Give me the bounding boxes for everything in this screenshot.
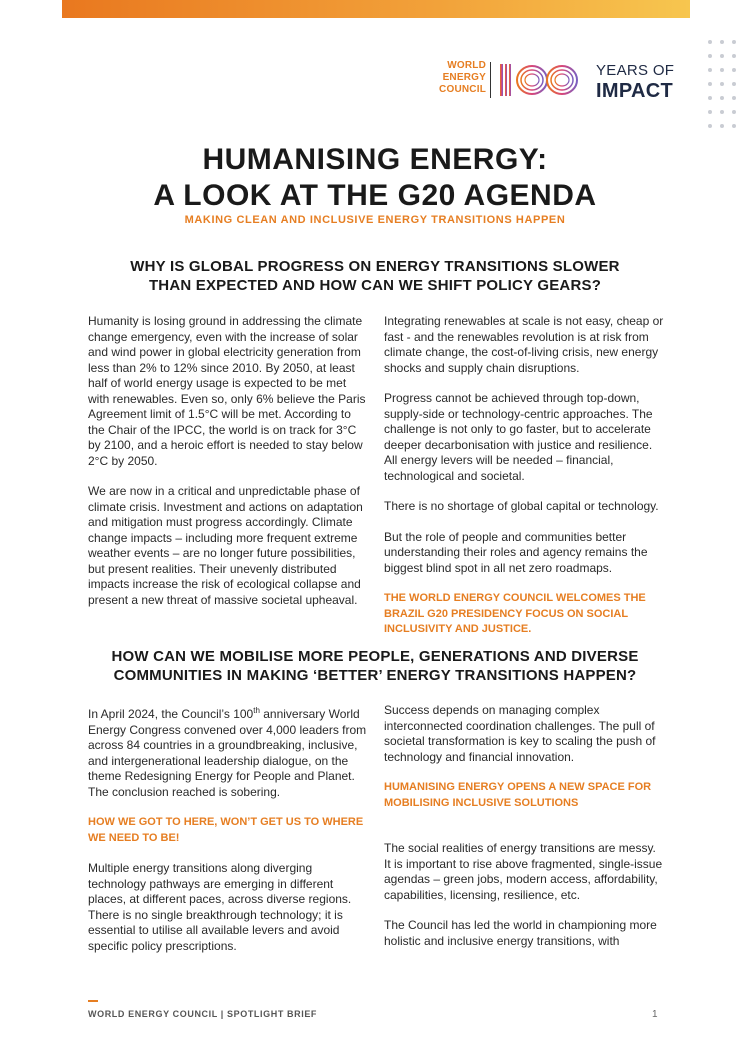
- decorative-dot-grid: [708, 40, 744, 128]
- section1-left-column: [88, 314, 370, 623]
- logo-separator: [490, 62, 491, 98]
- page-number: 1: [652, 1009, 658, 1020]
- page-title: HUMANISING ENERGY: A LOOK AT THE G20 AGENDA: [153, 143, 597, 212]
- highlight-callout: HOW WE GOT TO HERE, WON’T GET US TO WHERE WE NEED TO BE!: [88, 816, 364, 844]
- section2-right-column: [384, 703, 664, 964]
- paragraph: Multiple energy transitions along diverging technology pathways are emerging in different places, at different paces, across diverse regions. There is no single breakthrough technology; it is essential to utilise all available levers and avoid specific policy prescriptions.: [88, 861, 352, 953]
- section2-left-column: [88, 703, 370, 969]
- logo: [428, 60, 688, 104]
- centenary-100-logo-icon: [496, 60, 591, 100]
- paragraph: The social realities of energy transitions are messy. It is important to rise above fragmented, single-issue agendas – green jobs, modern access, affordability, capabilities, licensing, resilience, etc.: [384, 841, 663, 902]
- paragraph: There is no shortage of global capital or technology.: [384, 499, 659, 513]
- paragraph: The Council has led the world in championing more holistic and inclusive energy transitions, with: [384, 918, 657, 948]
- paragraph: Progress cannot be achieved through top-down, supply-side or technology-centric approaches. The challenge is not only to go faster, but to accelerate deeper decarbonisation with justice and resilience. All energy levers will be needed – financial, technological and societal.: [384, 391, 653, 483]
- highlight-callout: HUMANISING ENERGY OPENS A NEW SPACE FOR MOBILISING INCLUSIVE SOLUTIONS: [384, 781, 652, 809]
- paragraph: We are now in a critical and unpredictable phase of climate crisis. Investment and actions on adaptation and mitigation must progress accordingly. Climate change impacts – including more frequent extreme weather events – are no longer future possibilities, but present realities. Their unevenly distributed impacts increase the risk of ecological collapse and present a new threat of massive societal upheaval.: [88, 484, 363, 607]
- logo-years-of-impact: YEARS OF IMPACT: [596, 62, 675, 102]
- footer-accent-line: [88, 1000, 98, 1002]
- highlight-callout: THE WORLD ENERGY COUNCIL WELCOMES THE BRAZIL G20 PRESIDENCY FOCUS ON SOCIAL INCLUSIVITY AND JUSTICE.: [384, 592, 646, 635]
- footer: WORLD ENERGY COUNCIL | SPOTLIGHT BRIEF: [88, 1009, 318, 1019]
- paragraph: But the role of people and communities better understanding their roles and agency remains the biggest blind spot in all net zero roadmaps.: [384, 529, 648, 575]
- paragraph: Success depends on managing complex interconnected coordination challenges. The pull of societal transformation is key to scaling the push of technology and financial innovation.: [384, 703, 656, 764]
- paragraph: Humanity is losing ground in addressing the climate change emergency, even with the increase of solar and wind power in global electricity generation from less than 2% to 12% since 2010. By 2050, at least half of world energy usage is expected to be met with renewables. Even so, only 6% believe the Paris Agreement limit of 1.5°C will be met. According to the Chair of the IPCC, the world is on track for 3°C by 2100, and a heroic effort is needed to stay below 2°C by 2050.: [88, 314, 366, 468]
- logo-org-name: WORLD ENERGY COUNCIL: [439, 60, 486, 95]
- section2-heading: HOW CAN WE MOBILISE MORE PEOPLE, GENERATIONS AND DIVERSE COMMUNITIES IN MAKING ‘BETTER’ ENERGY TRANSITIONS HAPPEN?: [111, 648, 639, 684]
- section1-heading: WHY IS GLOBAL PROGRESS ON ENERGY TRANSITIONS SLOWER THAN EXPECTED AND HOW CAN WE SHIFT POLICY GEARS?: [130, 258, 620, 294]
- top-accent-bar: [62, 0, 690, 18]
- page-subtitle: MAKING CLEAN AND INCLUSIVE ENERGY TRANSITIONS HAPPEN: [184, 214, 566, 226]
- paragraph: In April 2024, the Council’s 100th anniversary World Energy Congress convened over 4,000 leaders from across 84 countries in a groundbreaking, inclusive, and intergenerational leadership dialogue, on the theme Redesigning Energy for People and Planet. The conclusion reached is sobering.: [88, 706, 367, 799]
- section1-right-column: [384, 314, 664, 653]
- paragraph: Integrating renewables at scale is not easy, cheap or fast - and the renewables revolution is at risk from climate change, the cost-of-living crisis, new energy shocks and supply chain disruptions.: [384, 314, 664, 375]
